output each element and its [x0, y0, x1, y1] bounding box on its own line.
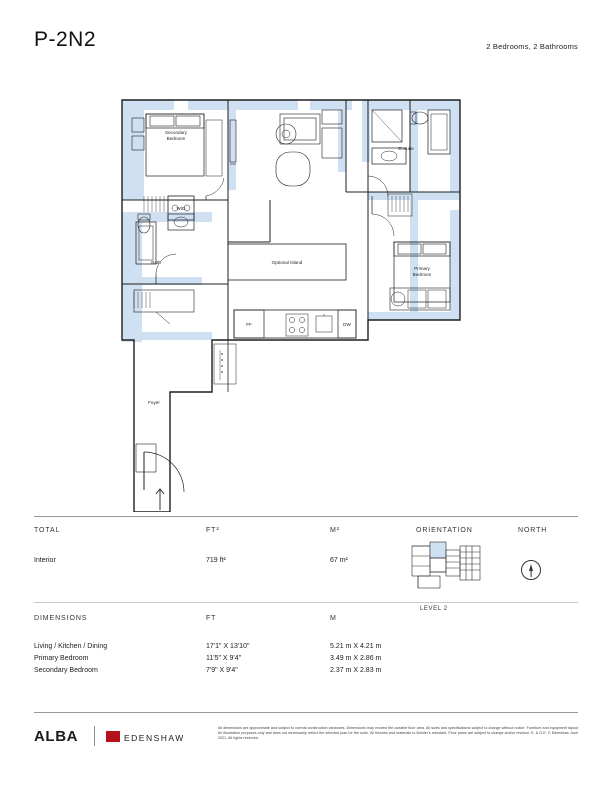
dim-header-ft: FT — [206, 615, 217, 622]
divider-total-top — [34, 516, 578, 517]
level-label: LEVEL 2 — [420, 606, 448, 612]
page-title: P-2N2 — [34, 28, 97, 51]
total-header-ft: FT² — [206, 527, 220, 534]
divider-footer — [34, 712, 578, 713]
total-header-m: M² — [330, 527, 340, 534]
label-fridge: FF — [246, 322, 252, 327]
label-primary-bedroom: Primary — [414, 266, 430, 271]
divider-dimensions-top — [34, 602, 578, 603]
dim-header-m: M — [330, 615, 337, 622]
north-compass-icon — [521, 560, 541, 580]
dim-row-ft: 11'5" X 9'4" — [206, 655, 242, 662]
label-laundry: W/D — [176, 206, 186, 211]
dim-row-m: 5.21 m X 4.21 m — [330, 643, 382, 650]
dim-row-label: Primary Bedroom — [34, 655, 89, 662]
total-row-ft: 719 ft² — [206, 557, 226, 564]
label-secondary-bedroom: Secondary — [165, 130, 187, 135]
dim-row-label: Living / Kitchen / Dining — [34, 643, 108, 650]
dim-row-ft: 17'1" X 13'10" — [206, 643, 250, 650]
orientation-key-plan — [410, 540, 484, 592]
floorplan-drawing — [110, 92, 480, 512]
label-bath: Bath — [151, 260, 161, 265]
label-secondary-bedroom-2: Bedroom — [166, 136, 186, 141]
logo-alba: ALBA — [34, 728, 79, 745]
total-row-label: Interior — [34, 557, 56, 564]
edenshaw-mark-icon — [106, 731, 120, 742]
plan-summary: 2 Bedrooms, 2 Bathrooms — [486, 42, 578, 51]
label-dishwasher: DW — [343, 322, 351, 327]
logo-separator — [94, 726, 95, 746]
label-island: Optional Island — [271, 260, 303, 265]
label-primary-bedroom-2: Bedroom — [412, 272, 432, 277]
dim-row-m: 3.49 m X 2.86 m — [330, 655, 382, 662]
total-header-orientation: ORIENTATION — [416, 527, 473, 534]
total-row-m: 67 m² — [330, 557, 348, 564]
dim-header-label: DIMENSIONS — [34, 615, 88, 622]
total-header-label: TOTAL — [34, 527, 61, 534]
dim-row-label: Secondary Bedroom — [34, 667, 98, 674]
total-header-north: NORTH — [518, 527, 548, 534]
logo-edenshaw: EDENSHAW — [124, 733, 185, 743]
dim-row-m: 2.37 m X 2.83 m — [330, 667, 382, 674]
label-foyer: Foyer — [148, 400, 160, 405]
footer-disclaimer: All dimensions are approximate and subject to normal construction variances. Dimensions may exceed the useable floor area. All sizes and specifications subject to change without notice. Furniture and equipment layout for illustration purposes only and does not necessarily reflect the selected plan for the suite. All finishes and materials to Builder's standard. Floor plans are subject to change and/or revision. E. & O.E. © Edenshaw June 2021. All rights reserved. — [218, 726, 578, 741]
label-ensuite: Ensuite — [398, 146, 414, 151]
dim-row-ft: 7'9" X 9'4" — [206, 667, 238, 674]
